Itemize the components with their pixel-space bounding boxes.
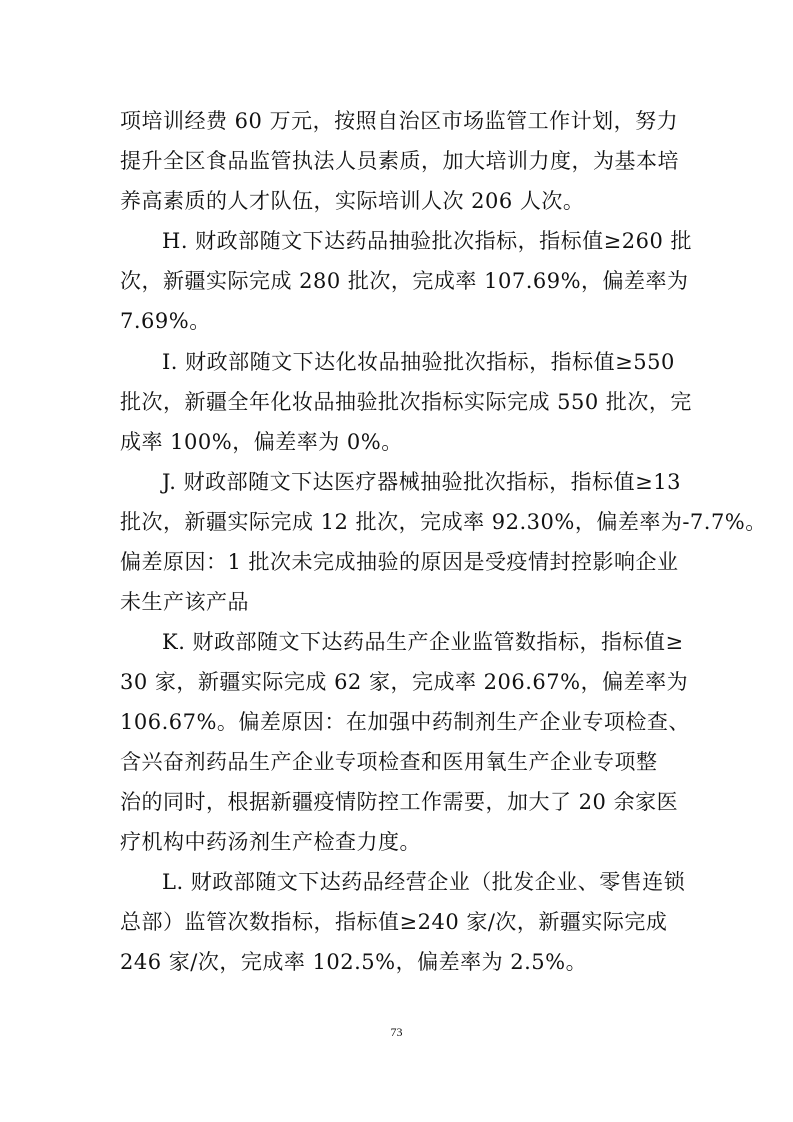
text-line: 总部）监管次数指标，指标值≥240 家/次，新疆实际完成	[120, 910, 668, 934]
paragraph-i-line: I. 财政部随文下达化妆品抽验批次指标，指标值≥550	[162, 350, 675, 374]
text-line: 106.67%。偏差原因：在加强中药制剂生产企业专项检查、	[120, 710, 690, 734]
text-line: 246 家/次，完成率 102.5%，偏差率为 2.5%。	[120, 950, 588, 974]
text-line: 7.69%。	[120, 309, 211, 333]
text-line: 成率 100%，偏差率为 0%。	[120, 430, 403, 454]
paragraph-k-line: K. 财政部随文下达药品生产企业监管数指标，指标值≥	[162, 630, 684, 654]
text-line: 提升全区食品监管执法人员素质，加大培训力度，为基本培	[120, 149, 679, 173]
text-line: 疗机构中药汤剂生产检查力度。	[120, 830, 421, 854]
text-line: 偏差原因：1 批次未完成抽验的原因是受疫情封控影响企业	[120, 550, 679, 574]
text-line: 30 家，新疆实际完成 62 家，完成率 206.67%，偏差率为	[120, 670, 689, 694]
text-line: 未生产该产品	[120, 590, 249, 614]
text-line: 批次，新疆全年化妆品抽验批次指标实际完成 550 批次，完	[120, 390, 692, 414]
text-line: 治的同时，根据新疆疫情防控工作需要，加大了 20 余家医	[120, 790, 679, 814]
paragraph-l-line: L. 财政部随文下达药品经营企业（批发企业、零售连锁	[162, 870, 686, 894]
text-line: 次，新疆实际完成 280 批次，完成率 107.69%，偏差率为	[120, 269, 689, 293]
text-line: 项培训经费 60 万元，按照自治区市场监管工作计划，努力	[120, 109, 679, 133]
paragraph-h-line: H. 财政部随文下达药品抽验批次指标，指标值≥260 批	[162, 229, 693, 253]
page-number: 73	[390, 1025, 403, 1039]
paragraph-j-line: J. 财政部随文下达医疗器械抽验批次指标，指标值≥13	[162, 470, 681, 494]
text-line: 批次，新疆实际完成 12 批次，完成率 92.30%，偏差率为-7.7%。	[120, 510, 767, 534]
text-line: 养高素质的人才队伍，实际培训人次 206 人次。	[120, 189, 585, 213]
text-line: 含兴奋剂药品生产企业专项检查和医用氧生产企业专项整	[120, 750, 658, 774]
